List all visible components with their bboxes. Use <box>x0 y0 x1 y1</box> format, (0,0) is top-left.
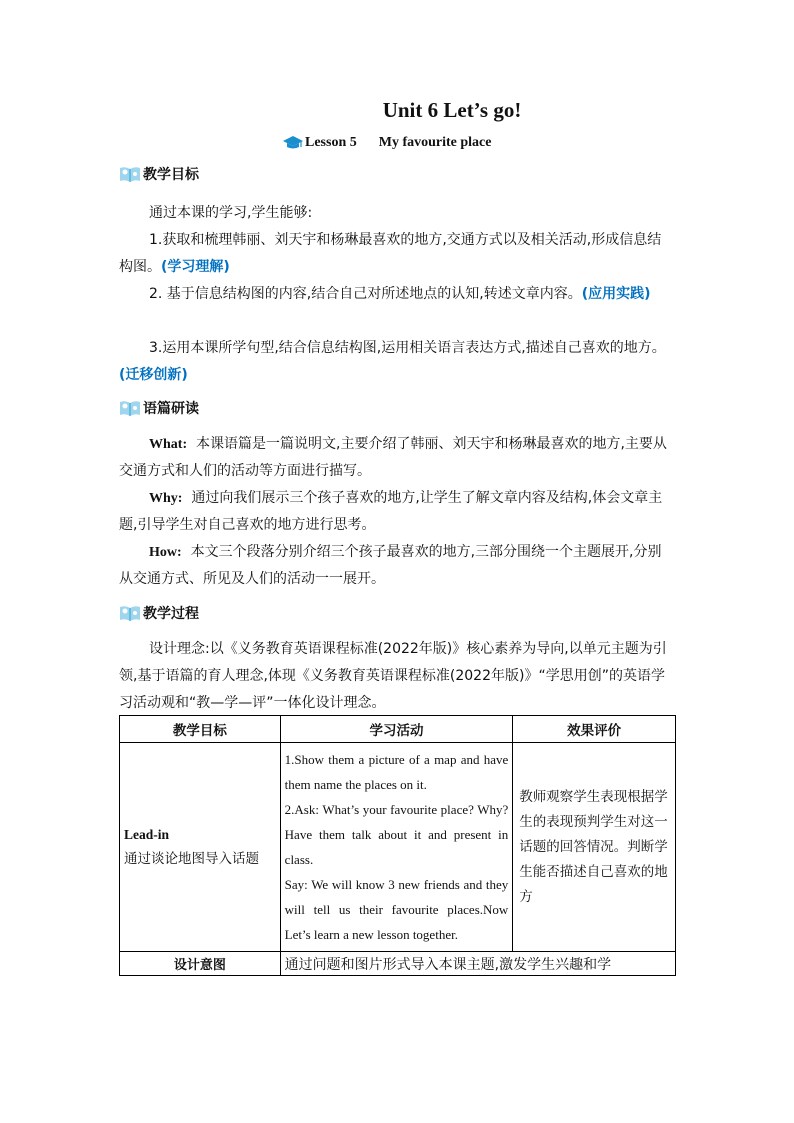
lesson-number: Lesson 5 <box>305 135 357 150</box>
table-row <box>120 743 676 952</box>
graduation-cap-icon <box>283 135 303 151</box>
lesson-plan-table <box>119 715 676 976</box>
goal-3-tag: (迁移创新) <box>119 367 188 383</box>
activity-cell <box>280 743 513 952</box>
document-title: Unit 6 Let’s go! <box>382 98 522 122</box>
activity-step-1: 1.Show them a picture of a map and have them name the places on it. <box>284 752 509 792</box>
section-title: 教学过程 <box>143 606 199 622</box>
why-label: Why: <box>149 491 183 506</box>
section-title: 语篇研读 <box>143 401 199 417</box>
what-label: What: <box>149 437 188 452</box>
open-book-icon <box>119 399 141 417</box>
lead-in-cell <box>120 743 281 952</box>
goal-3 <box>119 335 675 389</box>
evaluation-cell: 教师观察学生表现根据学生的表现预判学生对这一话题的回答情况。判断学生能否描述自己喜欢的地方 <box>513 743 676 952</box>
goal-2-tag: (应用实践) <box>581 286 651 302</box>
design-intent-text: 通过问题和图片形式导入本课主题,激发学生兴趣和学 <box>280 952 675 976</box>
how-paragraph <box>119 539 675 593</box>
lesson-title: My favourite place <box>378 135 492 150</box>
what-paragraph <box>119 431 675 485</box>
goal-2-text: 2. 基于信息结构图的内容,结合自己对所述地点的认知,转述文章内容。 <box>149 286 582 302</box>
how-label: How: <box>149 545 182 560</box>
what-text: 本课语篇是一篇说明文,主要介绍了韩丽、刘天宇和杨琳最喜欢的地方,主要从交通方式和人们的活动等方面进行描写。 <box>119 436 667 479</box>
lead-in-goal: 通过谈论地图导入话题 <box>124 851 259 867</box>
goal-1 <box>119 227 675 281</box>
design-intent-label: 设计意图 <box>120 952 281 976</box>
goals-intro <box>119 200 675 227</box>
design-concept <box>119 636 675 717</box>
lead-in-label: Lead-in <box>124 827 170 842</box>
goal-2 <box>119 281 675 308</box>
goal-1-tag: (学习理解) <box>161 259 230 275</box>
section-heading-goals <box>119 164 199 184</box>
design-concept-text: 设计理念:以《义务教育英语课程标准(2022年版)》核心素养为导向,以单元主题为引领,基于语篇的育人理念,体现《义务教育英语课程标准(2022年版)》“学思用创”的英语学习活动观和“教—学—评”一体化设计理念。 <box>119 641 667 711</box>
header-evaluation: 效果评价 <box>513 716 676 743</box>
why-paragraph <box>119 485 675 539</box>
table-header-row <box>120 716 676 743</box>
lesson-heading <box>283 135 491 151</box>
how-text: 本文三个段落分别介绍三个孩子最喜欢的地方,三部分围绕一个主题展开,分别从交通方式、所见及人们的活动一一展开。 <box>119 544 662 587</box>
open-book-icon <box>119 165 141 183</box>
goal-1-text: 1.获取和梳理韩丽、刘天宇和杨琳最喜欢的地方,交通方式以及相关活动,形成信息结构图。 <box>119 232 662 275</box>
goal-3-text: 3.运用本课所学句型,结合信息结构图,运用相关语言表达方式,描述自己喜欢的地方。 <box>149 340 666 356</box>
activity-step-3: Say: We will know 3 new friends and they will tell us their favourite places.Now Let’s learn a new lesson together. <box>284 877 509 942</box>
table-row-design-intent <box>120 952 676 976</box>
header-activity: 学习活动 <box>280 716 513 743</box>
header-goal: 教学目标 <box>120 716 281 743</box>
activity-step-2: 2.Ask: What’s your favourite place? Why? Have them talk about it and present in class. <box>284 802 509 867</box>
section-heading-process <box>119 603 199 623</box>
goals-intro-text: 通过本课的学习,学生能够: <box>149 205 313 221</box>
open-book-icon <box>119 604 141 622</box>
section-title: 教学目标 <box>143 167 199 183</box>
why-text: 通过向我们展示三个孩子喜欢的地方,让学生了解文章内容及结构,体会文章主题,引导学生对自己喜欢的地方进行思考。 <box>119 490 663 533</box>
section-heading-reading <box>119 398 199 418</box>
